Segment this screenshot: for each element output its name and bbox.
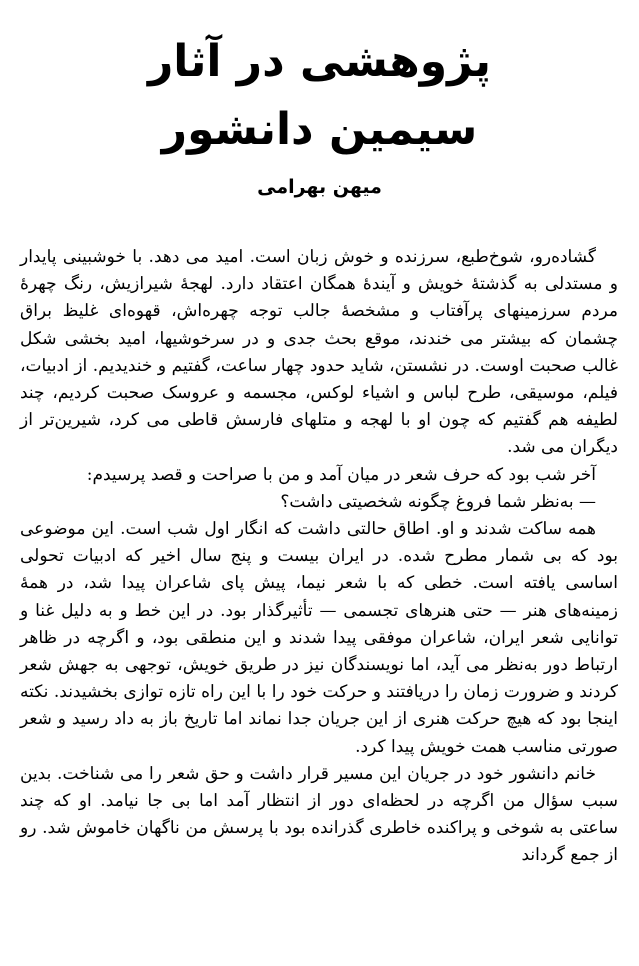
title-line-2: سیمین دانشور <box>161 104 478 155</box>
paragraph: آخر شب بود که حرف شعر در میان آمد و من با صراحت و قصد پرسیدم: <box>86 464 596 485</box>
question-line: — به‌نظر شما فروغ چگونه شخصیتی داشت؟ <box>280 491 596 512</box>
author-name: میهن بهرامی <box>257 176 382 198</box>
paragraph: همه ساکت شدند و او. اطاق حالتی داشت که انگار اول شب است. این موضوعی بود که بی شمار مطرح شده. در ایران بیست و پنج سال اخیر که ادبیات تحولی اساسی یافته است. خطی که با شعر نیما، پیش پای شاعران پیدا شد، در همهٔ زمینه‌های هنر — حتی هنرهای تجسمی — تأثیرگذار بود. در این خط و به دلیل غنا و توانایی شعر ایران، شاعران موفقی پیدا شدند و این منطقی بود، و اگرچه در ظاهر ارتباط دور به‌نظر می آید، اما نویسندگان نیز در طریق خویش، توجهی به جهش شعر کردند و ضرورت زمان را دریافتند و حرکت خود را با این راه تازه توازی بخشیدند. نکته اینجا بود که هیچ حرکت هنری از این جریان جدا نماند اما تاریخ باز به داد رسید و شعر صورتی مناسب همت خویش پیدا کرد. <box>20 519 618 757</box>
paragraph: خانم دانشور خود در جریان این مسیر قرار داشت و حق شعر را می شناخت. بدین سبب سؤال من اگرچه در لحظه‌ای دور از انتظار آمد اما بی جا نیامد. او که چند ساعتی به شوخی و پراکنده خاطری گذرانده بود با پرسش من ناگهان خاموش شد. رو از جمع گرداند <box>20 763 618 866</box>
article-body <box>20 244 618 870</box>
title-line-1: پژوهشی در آثار <box>147 36 492 87</box>
paragraph: گشاده‌رو، شوخ‌طبع، سرزنده و خوش زبان است. امید می دهد. با خوشبینی پایدار و مستدلی به گذشتهٔ خویش و آیندهٔ همگان اعتقاد دارد. لهجهٔ شیرازیش، رنگ چهرهٔ مردم سرزمینهای پرآفتاب و مشخصهٔ جالب توجه چهره‌اش، قهوه‌ای غلیظ براق چشمان که بیشتر می خندند، موقع بحث جدی و در سرخوشیها، امید بخشی شکل غالب صحبت اوست. در نشستن، شاید حدود چهار ساعت، گفتیم و خندیدیم. از ادبیات، فیلم، موسیقی، طرح لباس و اشیاء لوکس، مجسمه و عروسک صحبت کردیم، چند لطیفه هم گفتیم که چون او با لهجه و متلهای فارسش قاطی می کرد، شیرین‌تر از دیگران می شد. <box>20 247 618 458</box>
